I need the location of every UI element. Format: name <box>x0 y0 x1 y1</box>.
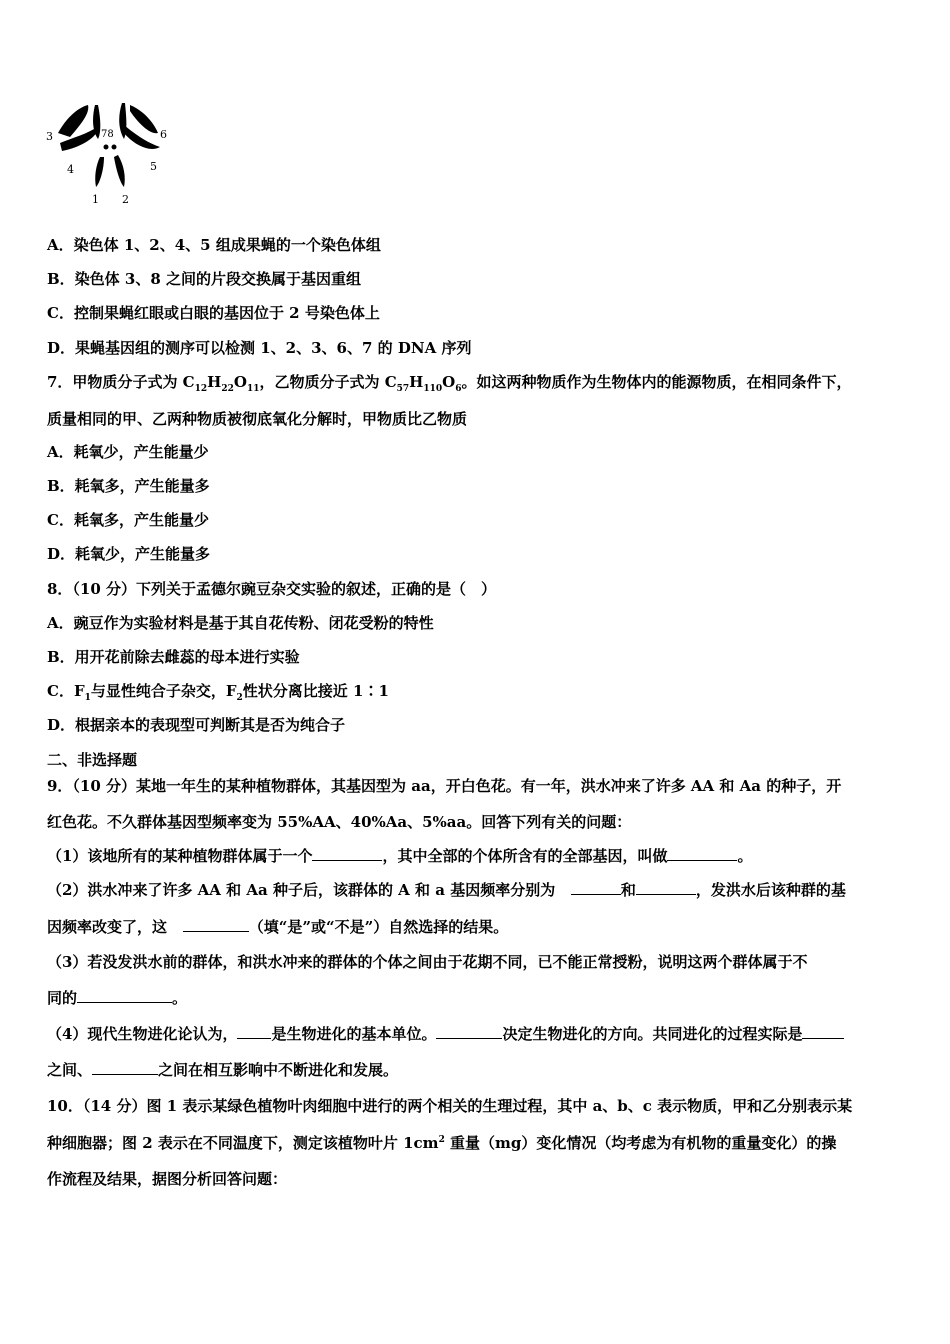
figure-label-1: 1 <box>92 193 99 206</box>
q8-stem: 8．（10 分）下列关于孟德尔豌豆杂交实验的叙述，正确的是（ ） <box>47 580 497 598</box>
q8-option-d: D．根据亲本的表现型可判断其是否为纯合子 <box>47 716 346 734</box>
q6-option-a: A．染色体 1、2、4、5 组成果蝇的一个染色体组 <box>47 236 381 254</box>
answer-blank[interactable] <box>802 1024 844 1039</box>
q7-stem-line1: 7．甲物质分子式为 $C_{12}H_{22}O_{11}$，乙物质分子式为 $C_{57}H_{110}O_6$。如这两种物质作为生物体内的能源物质，在相同条件下， <box>47 373 852 394</box>
q7-option-a: A．耗氧少，产生能量少 <box>47 443 209 461</box>
answer-blank[interactable] <box>667 846 737 861</box>
answer-blank[interactable] <box>183 917 249 932</box>
figure-label-78: 78 <box>101 129 114 140</box>
q9-stem-line2: 红色花。不久群体基因型频率变为 55%AA、40%Aa、5%aa。回答下列有关的问题： <box>47 813 632 831</box>
q9-part4-line2: 之间、 之间在相互影响中不断进化和发展。 <box>47 1061 399 1079</box>
chromosome-2 <box>114 155 125 187</box>
chromosome-figure <box>40 95 175 210</box>
q8-option-c: C．$F_1$与显性纯合子杂交，$F_2$性状分离比接近 1∶1 <box>47 682 389 703</box>
q10-stem-line1: 10．（14 分）图 1 表示某绿色植物叶肉细胞中进行的两个相关的生理过程，其中 a、b、c 表示物质，甲和乙分别表示某 <box>47 1097 853 1115</box>
answer-blank[interactable] <box>92 1060 158 1075</box>
q8-option-b: B．用开花前除去雌蕊的母本进行实验 <box>47 648 300 666</box>
q9-part2-line2: 因频率改变了，这 （填“是”或“不是”）自然选择的结果。 <box>47 918 509 936</box>
answer-blank[interactable] <box>571 880 621 895</box>
q10-stem-line3: 作流程及结果，据图分析回答问题： <box>47 1170 288 1188</box>
figure-label-6: 6 <box>160 128 167 141</box>
figure-label-4: 4 <box>67 163 74 176</box>
q7-option-d: D．耗氧少，产生能量多 <box>47 545 211 563</box>
answer-blank[interactable] <box>436 1024 502 1039</box>
chromosome-1 <box>95 157 104 187</box>
q7-option-b: B．耗氧多，产生能量多 <box>47 477 210 495</box>
chromosome-7 <box>104 145 109 150</box>
q9-part1: （1）该地所有的某种植物群体属于一个 ，其中全部的个体所含有的全部基因，叫做 。 <box>47 847 753 865</box>
q9-part3-line1: （3）若没发洪水前的群体，和洪水冲来的群体的个体之间由于花期不同，已不能正常授粉，说明这两个群体属于不 <box>47 953 808 971</box>
figure-label-2: 2 <box>122 193 129 206</box>
q6-option-d: D．果蝇基因组的测序可以检测 1、2、3、6、7 的 DNA 序列 <box>47 339 472 357</box>
figure-label-5: 5 <box>150 160 157 173</box>
answer-blank[interactable] <box>312 846 382 861</box>
q9-part2-line1: （2）洪水冲来了许多 AA 和 Aa 种子后，该群体的 A 和 a 基因频率分别为 和 ，发洪水后该种群的基 <box>47 881 846 899</box>
section-heading: 二、非选择题 <box>47 751 138 769</box>
q6-option-b: B．染色体 3、8 之间的片段交换属于基因重组 <box>47 270 361 288</box>
q9-part3-line2: 同的 。 <box>47 989 188 1007</box>
chromosome-3 <box>58 105 88 137</box>
figure-label-3: 3 <box>46 130 53 143</box>
answer-blank[interactable] <box>237 1024 271 1039</box>
q6-option-c: C．控制果蝇红眼或白眼的基因位于 2 号染色体上 <box>47 304 380 322</box>
q9-part4-line1: （4）现代生物进化论认为， 是生物进化的基本单位。 决定生物进化的方向。共同进化的过程实际是 <box>47 1024 844 1044</box>
chromosome-8 <box>112 145 117 150</box>
q9-stem-line1: 9．（10 分）某地一年生的某种植物群体，其基因型为 aa，开白色花。有一年，洪水冲来了许多 AA 和 Aa 的种子，开 <box>47 777 842 795</box>
q7-stem-line2: 质量相同的甲、乙两种物质被彻底氧化分解时，甲物质比乙物质 <box>47 410 468 428</box>
chromosome-6 <box>130 105 158 133</box>
q7-option-c: C．耗氧多，产生能量少 <box>47 511 209 529</box>
q8-option-a: A．豌豆作为实验材料是基于其自花传粉、闭花受粉的特性 <box>47 614 434 632</box>
answer-blank[interactable] <box>77 988 172 1003</box>
q10-stem-line2: 种细胞器；图 2 表示在不同温度下，测定该植物叶片 $1cm^2$ 重量（mg）变化情况（均考虑为有机物的重量变化）的操 <box>47 1134 837 1152</box>
answer-blank[interactable] <box>636 880 696 895</box>
